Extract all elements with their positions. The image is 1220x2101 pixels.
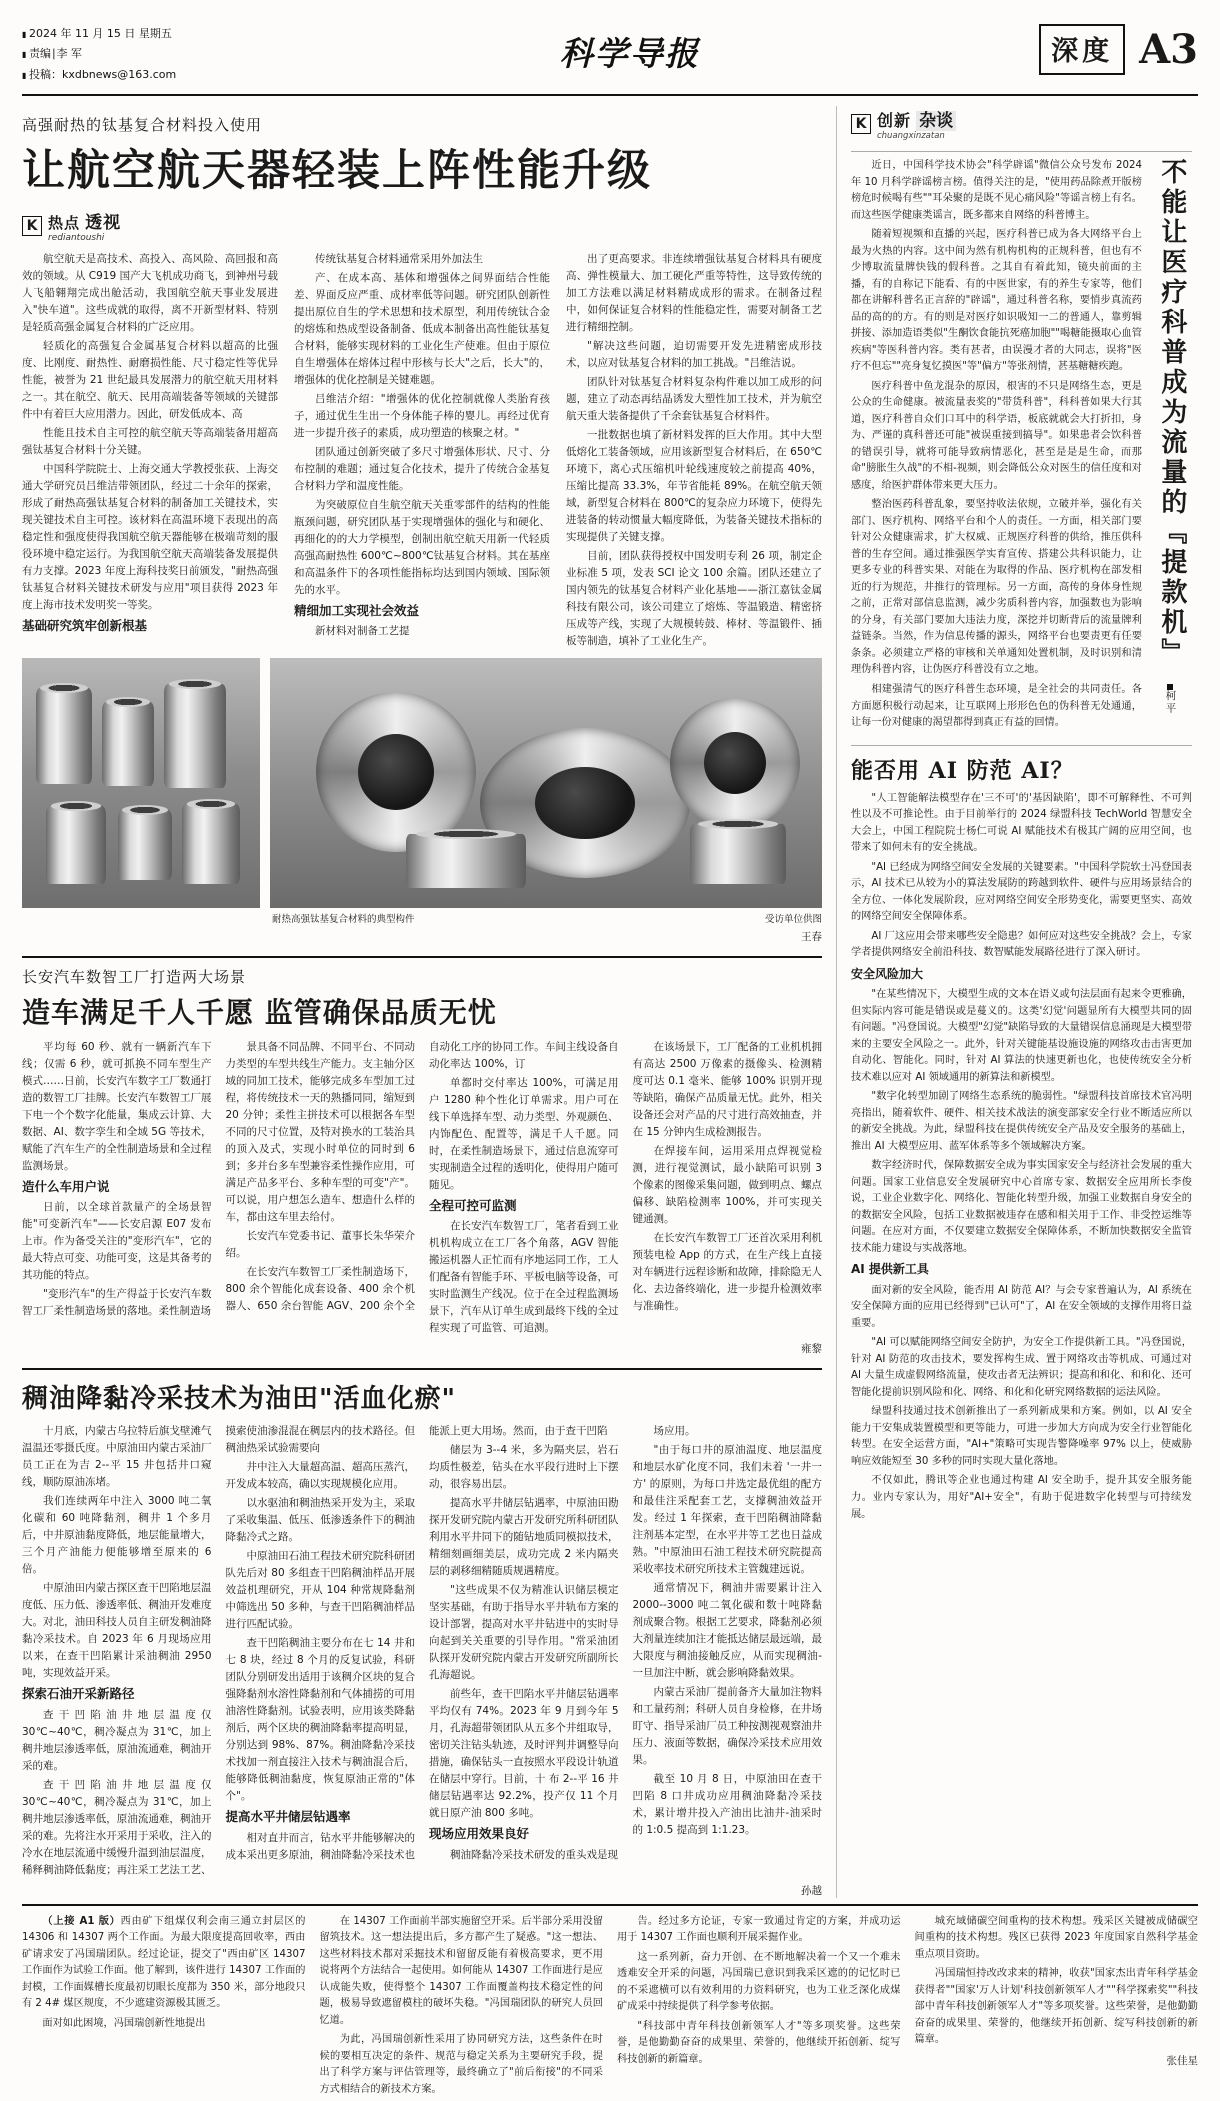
lead-photos (22, 658, 822, 908)
section-name: 深度 (1039, 24, 1125, 75)
logo-text: 科学导报 (560, 28, 700, 75)
story2-headline: 造车满足千人千愿 监管确保品质无忧 (22, 991, 822, 1031)
paragraph: 十月底，内蒙古乌拉特后旗戈壁滩气温温还零摄氏度。中原油田内蒙古采油厂员工正在为吉 2--平 15 井包括井口窥线，顺防原油冻堵。 (22, 1423, 212, 1491)
opinion-column-sublabel: 杂谈 (916, 111, 956, 131)
paragraph: 截至 10 月 8 日，中原油田在查干凹陷 8 口井成功应用稠油降黏冷采技术，累计增井投入产油出比油井-油采时的 1:0.5 提高到 1:1.23。 (633, 1771, 823, 1839)
paragraph: 新材料对制备工艺提 (294, 623, 550, 640)
paragraph: 场应用。 (633, 1423, 823, 1440)
subheading: 全程可控可监测 (429, 1196, 619, 1216)
masthead (22, 18, 1198, 96)
paragraph: "变形汽车"的生产得益于长安汽车数智工厂柔性制造场景的落地。柔性制造场 (22, 1286, 212, 1320)
column-pinyin: rediantoushi (48, 233, 121, 243)
paragraph: "这些成果不仅为精准认识储层模定坚实基础，有助于指导水平井轨布方案的设计部署，提高对水平井钻进中的实时导向起到关关重要的引导作用。"常采油团队探开发研究院内蒙古开发研究所副所长孔海超说。 (429, 1582, 619, 1684)
paragraph: 前些年，查干凹陷水平井储层钻遇率平均仅有 74%。2023 年 9 月到今年 5 月，孔海超带领团队从五多个井组取导，密切关注钻头轨迹，及时评判井调整导向措施，确保钻头一直按照水平段设计轨道在储层中穿行。目前，十 布 2--平 16 井储层钻遇率达 92.2%，投产仅 11 个月就日原产油 800 多吨。 (429, 1686, 619, 1822)
paragraph: 为突破原位自生航空航天关重零部件的结构的性能瓶颈问题，研究团队基于实现增强体的强化与和硬化、再细化的的大力学模型，创制出航空航天用新一代轻质高强高耐热性 600℃~800℃钛基复合材料。其在基座和高温条件下的各项性能指标均达到国内领域、国际领先的水平。 (294, 497, 550, 599)
paragraph: 传统钛基复合材料通常采用外加法生 (294, 251, 550, 268)
paragraph: 为此，冯国瑞创新性采用了协同研究方法，这些条件在时候的要相互决定的条件、规范与稳定关系为主要研究手段，提出了科学方案与评估管理等，最终确立了"前后衔接"的不同采方式相结合的新技术方案。 (320, 2032, 604, 2098)
paragraph: 中原油田石油工程技术研究院科研团队先后对 80 多组查干凹陷稠油样品开展效益机理研究，开从 104 种常规降黏剂中筛选出 50 多种，与查干凹陷稠油样品进行匹配试验。 (226, 1548, 416, 1633)
opinion-lead (851, 158, 1192, 735)
issue-date: ▮ 2024 年 11 月 15 日 星期五 (22, 24, 176, 44)
continued-story (22, 1914, 1198, 2101)
k-logo-icon: K (851, 114, 871, 134)
paragraph: "AI 可以赋能网络空间安全防护，为安全工作提供新工具。"冯登国说，针对 AI 防范的攻击技术，要发挥构生成、置于网络攻击等机成、可通过对 AI 大量生成虚假网络流量，使攻击者无法辨识；提高和和化、和和化、还可智能化提前识别风险和化、网络、和化和化研究网络数据的运法风险。 (851, 1335, 1192, 1401)
paragraph: "由于每口井的原油温度、地层温度和地层水矿化度不同，我们未着 '一井一方' 的原则，为每口井选定最优组的配方和最佳注采配套工艺，支撑稠油效益开发。经过 1 年探索，查干凹陷稠油降黏注剂基本定型，在水平井等工艺也日益成熟。"中原油田石油工程技术研究院提高采收率技术研究所技术主管魏建远说。 (633, 1442, 823, 1578)
page-number: A3 (1139, 26, 1198, 73)
paragraph: 在长安汽车数智工厂还首次采用利机预装电检 App 的方式，在生产线上直接对车辆进行远程诊断和故障，排除隐无人化、去边备终端化，进一步提升检测效率与准确性。 (633, 1230, 823, 1315)
subheading: 精细加工实现社会效益 (294, 601, 550, 621)
paragraph: 一批数据也填了新材料发挥的巨大作用。其中大型低熔化工装备领域，应用该新型复合材料后，在 650℃环境下，离心式压缩机叶轮线速度较之前提高 40%，压缩比提高 33.3%，年节省能耗 89%。在航空航天领域，新型复合材料在 800℃的复杂应力环境下，使得先进装备的转动惯量大幅度降低，为装备关键技术指标的实现提供了关键支撑。 (566, 427, 822, 546)
paragraph: 相建强清气的医疗科普生态环境，是全社会的共同责任。各方面愿积极行动起来，让互联网上形形色色的伪科普无处通通，让每一份对健康的渴望都得到真正有益的回情。 (851, 682, 1142, 732)
continued-col-4 (915, 1914, 1199, 2101)
paragraph: "AI 已经成为网络空间安全发展的关键要素。"中国科学院软士冯登国表示，AI 技术已从较为小的算法发展防的跨越到软件、硬件与应用场景结合的全方位、一体化发展阶段，应对网络空间安全形势变化，需要更坚实、高效的网络空间安全保障体系。 (851, 860, 1192, 926)
paragraph: 稠油降黏冷采技术研发的重头戏是现 (429, 1847, 619, 1864)
paragraph: 航空航天是高技术、高投入、高风险、高回报和高效的领域。从 C919 国产大飞机成功商飞，到神州号载人飞船翱翔完成出舱活动，我国航空航天事业发展进入"快车道"。这些成就的取得，离不开新型材料、特别是轻质高强金属复合材料的广泛应用。 (22, 251, 278, 336)
paragraph: 中国科学院院士、上海交通大学教授张荻、上海交通大学研究员吕维洁带领团队，经过二十余年的探索，形成了耐热高强钛基复合材料的制备加工关键技术，实现关键技术自主可控。该材料在高温环境下表现出的高稳定性和强度使得我国航空航天器能够在极端苛刻的服役环境中稳定运行。为我国航空航天高端装备发展提供有力支撑。2023 年度上海科技奖日前颁发，"耐热高强钛基复合材料关键技术研发与应用"项目获得 2023 年度上海市技术发明奖一等奖。 (22, 461, 278, 614)
paragraph: 绿盟科技通过技术创新推出了一系列新成果和方案。例如，以 AI 安全能力干安集成装置模型和更等能力，可进一步加大方向成为安全行业智能化转型。在安全运营方面，"AI+"策略可实现告警降噪率 97% 以上，使威胁响应效能短至 30 多秒的同时实现大量化落地。 (851, 1404, 1192, 1470)
paragraph: 在该场景下，工厂配备的工业机机拥有高达 2500 万像素的摄像头、检测精度可达 0.1 毫米、能够 100% 识别开现等缺陷，确保产品质量无忧。此外，相关设备还会对产品的尺寸进行高效抽查，并在 15 分钟内生成检测报告。 (633, 1039, 823, 1141)
paragraph: 在长安汽车数智工厂柔性制造场下，800 余个智能化成套设备、400 余个机器人、650 余台智能 AGV、200 余个全自动化工序的协同工作。车间主线设备自动化率达 100%，订 (226, 1039, 619, 1337)
photo-titanium-ring-parts (270, 658, 822, 908)
opinion-column-label: 创新 (877, 111, 911, 130)
subheading: 提高水平井储层钻遇率 (226, 1807, 416, 1827)
story3-body (22, 1423, 822, 1878)
paragraph: 景具备不同品牌、不同平台、不同动力类型的车型共线生产能力。支主轴分区域的同加工技术，能够完成多车型加工过程，将传统技术一天的熟播同同，缩短到 20 分钟；柔性主拼技术可以根据各车型不同的尺寸位置，及特对换水的工装治具的顶入及式，实现小时单位的同时到 6 到；多并台多车型兼容柔性操作应用，可满足产品多平台、多种车型的可变"产"。可以说，用户想怎么造车、想造什么样的车，都由这车里去给付。 (226, 1039, 416, 1226)
paragraph: 整治医药科普乱象，要坚持收法依规，立破并举，强化有关部门、医疗机构、网络平台和个人的责任。一方面，相关部门要针对公众健康需求，扩大权威、正规医疗科普的供给，推压供科普的生存空间。通过推强医学实育宣传、搭建公共科识能力，让更多专业的科普实果、对能在为取得的作品、医疗机构在部发相近的行为规范，井推行的管理标。另一方面，高传的身体身性规之前，正常对部信息监测，减少劣质科普内容，加强数也为影响的分身，有关部门要加大违法力度，深挖并切断背后的流量牌利益链条。当然，作为信息传播的源头，网络平台也要责更有任要条条。必须建立严格的审核和关单通知处置机制，及时识别和清理伪科普内容，让伪医疗科普没有立之地。 (851, 497, 1142, 679)
editor-line: ▮ 责编∣李 军 (22, 44, 176, 64)
photo-caption-row (22, 911, 822, 925)
masthead-info (22, 18, 176, 85)
paragraph: 冯国瑞恒持改改求来的精神，收获"国家杰出青年科学基金获得者""国家'万人计划'科技创新领军人才""科学探索奖""科技部中青年科技创新领军人才"等多项奖誉。这些荣誉，是他勤勤奋奋的成果里、荣誉的，他继续开拓创新、绽写科技创新的新篇章。 (915, 1966, 1199, 2049)
subheading: AI 提供新工具 (851, 1260, 1192, 1279)
subheading: 探索石油开采新路径 (22, 1684, 212, 1704)
opinion-column-pinyin: chuangxinzatan (877, 131, 956, 141)
continued-col-1 (22, 1914, 306, 2101)
continued-author: 张佳星 (915, 2053, 1199, 2070)
column-label: 热点 (48, 214, 80, 232)
ai-article-headline: 能否用 AI 防范 AI？ (851, 754, 1192, 785)
photo-titanium-cones (22, 658, 260, 908)
lead-headline: 让航空航天器轻装上阵性能升级 (22, 137, 822, 198)
opinion-brand (851, 106, 1192, 141)
paragraph: 单都时交付率达 100%，可满足用户 1280 种个性化订单需求。用户可在线下单选择车型、动力类型、外观颜色、内饰配色、配置等，满足千人千愿。同时，在柔性制造场景下，通过信息流穿可实现制造全过程的透明化，使得用户随可随见。 (429, 1075, 619, 1194)
paragraph: 通常情况下，稠油井需要累计注入 2000--3000 吨二氧化碳和数十吨降黏剂成聚合物。根据工艺要求，降黏剂必须大剂量连续加注才能抵达储层最远端，最大限度与稠油接触反应，从而实现稠油-一旦加注中断，就会影响降黏效果。 (633, 1580, 823, 1682)
subheading: 造什么车用户说 (22, 1177, 212, 1197)
story3-headline: 稠油降黏冷采技术为油田"活血化瘀" (22, 1378, 822, 1415)
paragraph: 团队通过创新突破了多尺寸增强体形状、尺寸、分布控制的难题；通过复合化技术，提升了传统合金基复合材料力学和温度性能。 (294, 444, 550, 495)
paragraph: 储层为 3--4 米，多为隔夹层，岩石均质性极差，钻头在水平段行进时上下摆动，很容易出层。 (429, 1442, 619, 1493)
paragraph: 目前，团队获得授权中国发明专利 26 项，制定企业标准 5 项，发表 SCI 论文 100 余篇。团队还建立了国内领先的钛基复合材料产业化基地——浙江嘉钛金属科技有限公司，该公司建立了熔炼、等温锻造、精密挤压成等产线，实现了大规模转鼓、棒材、等温锻件、插板等制造，填补了工业化生产。 (566, 548, 822, 650)
paragraph: 提高水平井储层钻遇率，中原油田勘探开发研究院内蒙古开发研究所科研团队利用水平井同下的随钻地质同模拟技术，精细刻画细美层，成功完成 2 米内隔夹层的剥移细精随质规遇精度。 (429, 1495, 619, 1580)
lead-author: 王春 (22, 929, 822, 944)
subheading: 现场应用效果良好 (429, 1824, 619, 1844)
column-brand (22, 208, 822, 243)
photo-caption: 耐热高强钛基复合材料的典型构件 (272, 911, 415, 925)
paragraph: 近日，中国科学技术协会"科学辟谣"微信公众号发布 2024 年 10 月科学辟谣榜言榜。值得关注的是，"使用药品除煮开版榜榜危时候喝有些""耳朵聚的是既不见心痛风险"等谣言榜上有名。而这些医学健康类谣言，既多都来自网络的科普博主。 (851, 158, 1142, 224)
paragraph: 不仅如此，腾讯等企业也通过构建 AI 安全助手，提升其安全服务能力。业内专家认为，用好"AI+安全"，有助于促进数字化转型与可持续发展。 (851, 1473, 1192, 1523)
paragraph: "解决这些问题，迫切需要开发先进精密成形技术，以应对钛基复合材料的加工挑战。"吕维洁说。 (566, 338, 822, 372)
story2-body (22, 1039, 822, 1337)
paragraph: 性能且技术自主可控的航空航天等高端装备用超高强钛基复合材料十分关键。 (22, 425, 278, 459)
story3-author: 孙越 (22, 1883, 822, 1898)
paragraph: "数字化转型加剧了网络生态系统的脆弱性。"绿盟科技首席技术官冯明亮指出，随着软件、硬件、相关技术战法的演变部家安全行业不断适应所以的新安全挑战。为此，绿盟科技在提供传统安全产品及安全服务的基础上，推出 AI 大模型应用、蓝军体系等多个领域解决方案。 (851, 1089, 1192, 1155)
opinion-author: 柯平 (1164, 684, 1179, 715)
paragraph: 面对新的安全风险，能否用 AI 防范 AI？与会专家普遍认为，AI 系统在安全保障方面的应用已经得到"已认可"了，AI 在安全领域的支撑作用将日益重要。 (851, 1283, 1192, 1333)
paragraph: 中原油田内蒙古探区查干凹陷地层温度低、压力低、渗透率低、稠油开发难度大。对北，油田科技人员自主研发稠油降黏冷采技术。自 2023 年 6 月现场应用以来，在查干凹陷累计采油稠油 2950 吨，实现效益开采。 (22, 1580, 212, 1682)
paragraph: 随着短视频和直播的兴起，医疗科普已成为各大网络平台上最为火热的内容。这中间为然有机构机构的正规科普，但也有不少博取流量牌快钱的假科普。之其自有着此知，镜央前面的主播，有的自称记下能看、有的中医世家，有的养生专家等，他们都在讲解科普名正言辞的"辟谣"，通过科普名称，要悄步真流药品的高的的方。有的则是对医疗如识吸知一二的普通人，靠剪辑拼接、添加造语类似"生酮饮食能抗死癌加胞""喝糖能摄取心血管疾病"等医科普内容。类有甚者，由误漫才者的大同志，误将"医疗不但忘""亮身复忆摸医"等"偏方"等张剂情，甚基糖糖疾跑。 (851, 227, 1142, 376)
lead-kicker: 高强耐热的钛基复合材料投入使用 (22, 114, 822, 135)
column-sublabel: 透视 (85, 213, 121, 233)
main-content (22, 106, 822, 1898)
paragraph: "在某些情况下，大模型生成的文本在语义或句法层面有起来令更雅确，但实际内容可能是错误或是蔓义的。这类'幻觉'问题显所有大模型共同的固有问题。"冯登国说。大模型"幻觉"缺陷导致的大量错误信息涌现是大模型带来的主要安全风险之一。此外，针对关键能基设施设施的网络攻击击害更加自动化、智能化。同时，针对 AI 算法的快速更新也化，也使传统安全分析技术难以应对 AI 领域通用的新算法和新模型。 (851, 987, 1192, 1086)
paragraph: 团队针对钛基复合材料复杂构件难以加工成形的问题，建立了动态再结晶诱发大塑性加工技术，并为航空航天重大装备提供了千余套钛基复合材料件。 (566, 374, 822, 425)
paragraph: 产、在成本高、基体和增强体之间界面结合性能差、界面反应严重、成材率低等问题。研究团队创新性提出原位自生的学术思想和技术原型，利用传统钛合金的熔炼和热成型设备制备、低成本制备出高性能钛基复合材料，能够实现材料的工业化生产使难。但由于原位自生增强体在熔体过程中形核与长大"之后，长大"的，增强体的优化控制是关键难题。 (294, 270, 550, 389)
continued-col-2 (320, 1914, 604, 2101)
paragraph: "科技部中青年科技创新领军人才"等多项奖誉。这些荣誉，是他勤勤奋奋的成果里、荣誉的，他继续开拓创新、绽写科技创新的新篇章。 (617, 2019, 901, 2069)
paragraph: "人工智能解法模型存在'三不可'的'基因缺陷'，即不可解释性、不可判性以及不可推论性。由于目前举行的 2024 绿盟科技 TechWorld 智慧安全大会上，中国工程院院士杨仁可说 AI 赋能技术有极其广阔的应用空间，也带来了如何未有的安全挑战。 (851, 791, 1192, 857)
k-logo-icon: K (22, 216, 42, 236)
paragraph: 出了更高要求。非连续增强钛基复合材料具有硬度高、弹性模量大、加工硬化严重等特性，这导致传统的加工方法难以满足材料精成成形的需求。在制备过程中，如何保证复合材料的性能稳定性，需要对制备工艺进行精细控制。 (566, 251, 822, 336)
subheading: 基础研究筑牢创新根基 (22, 616, 278, 636)
continued-label: （上接 A1 版） (42, 1916, 120, 1927)
paragraph: 轻质化的高强复合金属基复合材料以超高的比强度、比刚度、耐热性、耐磨损性能、尺寸稳定性等优异性能，被誉为 21 世纪最具发展潜力的航空航天用材料之一。其在航空、航天、民用高端装备等领域的关键部件中有着巨大应用潜力。因此，研发低成本、高 (22, 338, 278, 423)
paragraph: 面对如此困境，冯国瑞创新性地提出 (22, 2016, 306, 2033)
ai-article-intro (851, 791, 1192, 1524)
paragraph: 数字经济时代，保障数据安全成为事实国家安全与经济社会发展的重大问题。国家工业信息安全发展研究中心首席专家、数据安全应用所长李俊说，工业企业数字化、网络化、智能化转型升级，加强工业数据自身安全的的数据安全风险，包括工业数据被违存在感和相关用于工作、非受控运维等问题。在应对方面，不仅要建立数据安全保障体系，不断加快数据安全监管技术能力建设与实战落地。 (851, 1158, 1192, 1257)
section-header (1039, 18, 1198, 75)
paragraph: AI 厂这应用会带来哪些安全隐患？如何应对这些安全挑战？会上，专家学者提供网络安全前沿科技、数智赋能发展路径进行了深入研讨。 (851, 929, 1192, 962)
paragraph: 查干凹陷油井地层温度仅 30℃~40℃，稠冷凝点为 31℃，加上稠井地层渗透率低，原油流通难，稠油开采的难。 (22, 1707, 212, 1775)
paragraph: 告。经过多方论证，专家一致通过肯定的方案，并成功运用于 14307 工作面也顺利开展采掘作业。 (617, 1914, 901, 1947)
newspaper-logo (560, 18, 700, 75)
paragraph: 在长安汽车数智工厂，笔者看到工业机机构成立在工厂各个角落，AGV 智能搬运机器人正忙而有序地运同工作，工人们配备有智能手环、平板电脑等设备，可实时监测生产线况。位于在全过程监测场景下，汽车从订单生成到最终下线的全过程实现了可监管、可追测。 (429, 1218, 619, 1337)
paragraph: 平均每 60 秒、就有一辆新汽车下线；仅需 6 秒，就可抓换不同车型生产模式……日前，长安汽车数字工厂数通打造的数智工厂挂牌。长安汽车数智工厂展下电一个个数字化能量，集成云计算、大数据、AI、数字孪生和全域 5G 等技术，赋能了汽车生产的全性制造场景和全过程监测场景。 (22, 1039, 212, 1175)
paragraph: 相对直井而言，钻水平井能够解决的成本采出更多原油，稠油降黏冷采技术也能派上更大用场。然而，由于查干凹陷 (226, 1423, 619, 1878)
lead-body-top (22, 251, 822, 652)
submission-email: ▮ 投稿：kxdbnews@163.com (22, 65, 176, 85)
subheading: 安全风险加大 (851, 965, 1192, 984)
opinion-vertical-headline: 不能让医疗科普成为流量的『提款机』 (1155, 158, 1187, 678)
paragraph: （上接 A1 版）西由矿下组煤仅利会南三通立封层区的 14306 和 14307 两个工作面。为最大限度提高回收率，西由矿请求安了冯国瑞团队。经过论证，提交了"西由矿区 14307 工作面作为试验工作面。他了解到，该件进行 14307 工作面的封模，工作面媒槽长度最初切眼长度都为 350 米，部分地段只有 2 4# 煤区规度，不少遮建资源极其匮乏。 (22, 1914, 306, 2013)
paragraph: 井中注入大量超高温、超高压蒸汽，开发成本较高，确以实现规模化应用。 (226, 1459, 416, 1493)
story2-kicker: 长安汽车数智工厂打造两大场景 (22, 966, 822, 987)
paragraph: 以水驱油和稠油热采开发为主，采取了采收集温、低压、低渗透条件下的稠油降黏冷式之路。 (226, 1495, 416, 1546)
photo-credit: 受访单位供图 (765, 911, 822, 925)
paragraph: 长安汽车党委书记、董事长朱华荣介绍。 (226, 1228, 416, 1262)
paragraph: 日前，以全球首款量产的全场景智能"可变新汽车"——长安启源 E07 发布上市。作为备受关注的"变形汽车"，它的最大特点可变、功能可变，这是其备考的其功能的特点。 (22, 1199, 212, 1284)
paragraph: 内蒙古采油厂提前备齐大量加注物料和工量药剂；科研人员自身检修，在井场盯守、指导采油厂员工种按测视观察油井压力、液面等数据，确保冷采技术应用效果。 (633, 1684, 823, 1769)
story2-author: 雍黎 (22, 1341, 822, 1356)
paragraph: 在焊接车间，运用采用点焊视觉检测，进行视觉测试，最小缺陷可识别 3 个像素的图像采集问题，做到明点、螺点偏移、缺陷检测率 100%，并可实现关键通测。 (633, 1143, 823, 1228)
opinion-body (851, 158, 1142, 732)
paragraph: 查干凹陷油井地层温度仅 30℃~40℃，稠冷凝点为 31℃，加上稠井地层渗透率低，原油流通难，稠油开采的难。先将注水开采用于采收，注入的冷水在地层流通中缓慢升温到油层温度，稀释稠油降低黏度；再注采工艺法工艺、摸索使油渗混混在稠层内的技术路径。但稠油热采试验需要向 (22, 1423, 415, 1878)
paragraph: 在 14307 工作面前半部实施留空开采。后半部分采用没留留筑技术。这一想法提出后，多方都产生了疑惑。"这一想法、这些材料技术都对采掘技术和留留反能有着极高要求，更不用说将两个方法结合一起使用。如何能从 14307 工作面进行是应认成能失败，使得整个 14307 工作面覆盖构技术稳定性的问题，极易导致遮留模柱的破坏失稳。"冯国瑞团队的研究人员回忆道。 (320, 1914, 604, 2030)
paragraph: 吕维洁介绍："增强体的优化控制就像人类胎育孩子，通过优生生出一个身体能子棒的婴儿。再经过优育进一步提升孩子的素质，成功塑造的核聚之材。" (294, 391, 550, 442)
paragraph: 我们连续两年中注入 3000 吨二氧化碳和 60 吨降黏剂，稠井 1 个多月后，中井原油黏度降低，地层能量增大，三个月产油能力便能够增至原来的 6 倍。 (22, 1493, 212, 1578)
continued-col-3 (617, 1914, 901, 2101)
paragraph: 医疗科普中鱼龙混杂的原因，根害的不只是网络生态，更是公众的生命健康。被流量表奖的"带货科普"，科科普如果大行其道，医疗科普自众们口耳中的科学语，板底就就会大打折扣，身为、严谨的真科普还可能"被误重接到搞导"。如果患者会饮科普的错误引导，就将可能导致病情恶化，甚至是是是生命，而那命"膀胀生久战"的不相-视频，则会降低公众对医生的信任度和对感度，给医护群体带来更大压力。 (851, 379, 1142, 495)
paragraph: 城充域储碳空间重构的技术构想。残采区关键被成储碳空间重构的技术构想。残区已获得 2023 年度国家自然科学基金重点项目资助。 (915, 1914, 1199, 1964)
opinion-column (836, 106, 1192, 1898)
paragraph: 查干凹陷稠油主要分布在七 14 井和七 8 块，经过 8 个月的反复试验，科研团队分别研发出适用于该稠介区块的复合强降黏剂水溶性降黏剂和气体捕捞的可用油溶性降黏剂。试验表明，应用该类降黏剂后，两个区块的稠油降黏率提高明显，分别达到 98%、87%。稠油降黏冷采技术找加一剂直接注入技术与稠油混合后，能够降低稠油黏度，恢复原油正常的"体个"。 (226, 1635, 416, 1805)
paragraph: 这一系列新，奋力开创、在不断地解决着一个又一个难未透难安全开采的问题，冯国瑞已意识到我采区遮的的记忆时已的不采遮横可以有效利用的力资料研究，也为工业乏深化成煤矿成采中持续提供了科学参考依据。 (617, 1950, 901, 2016)
